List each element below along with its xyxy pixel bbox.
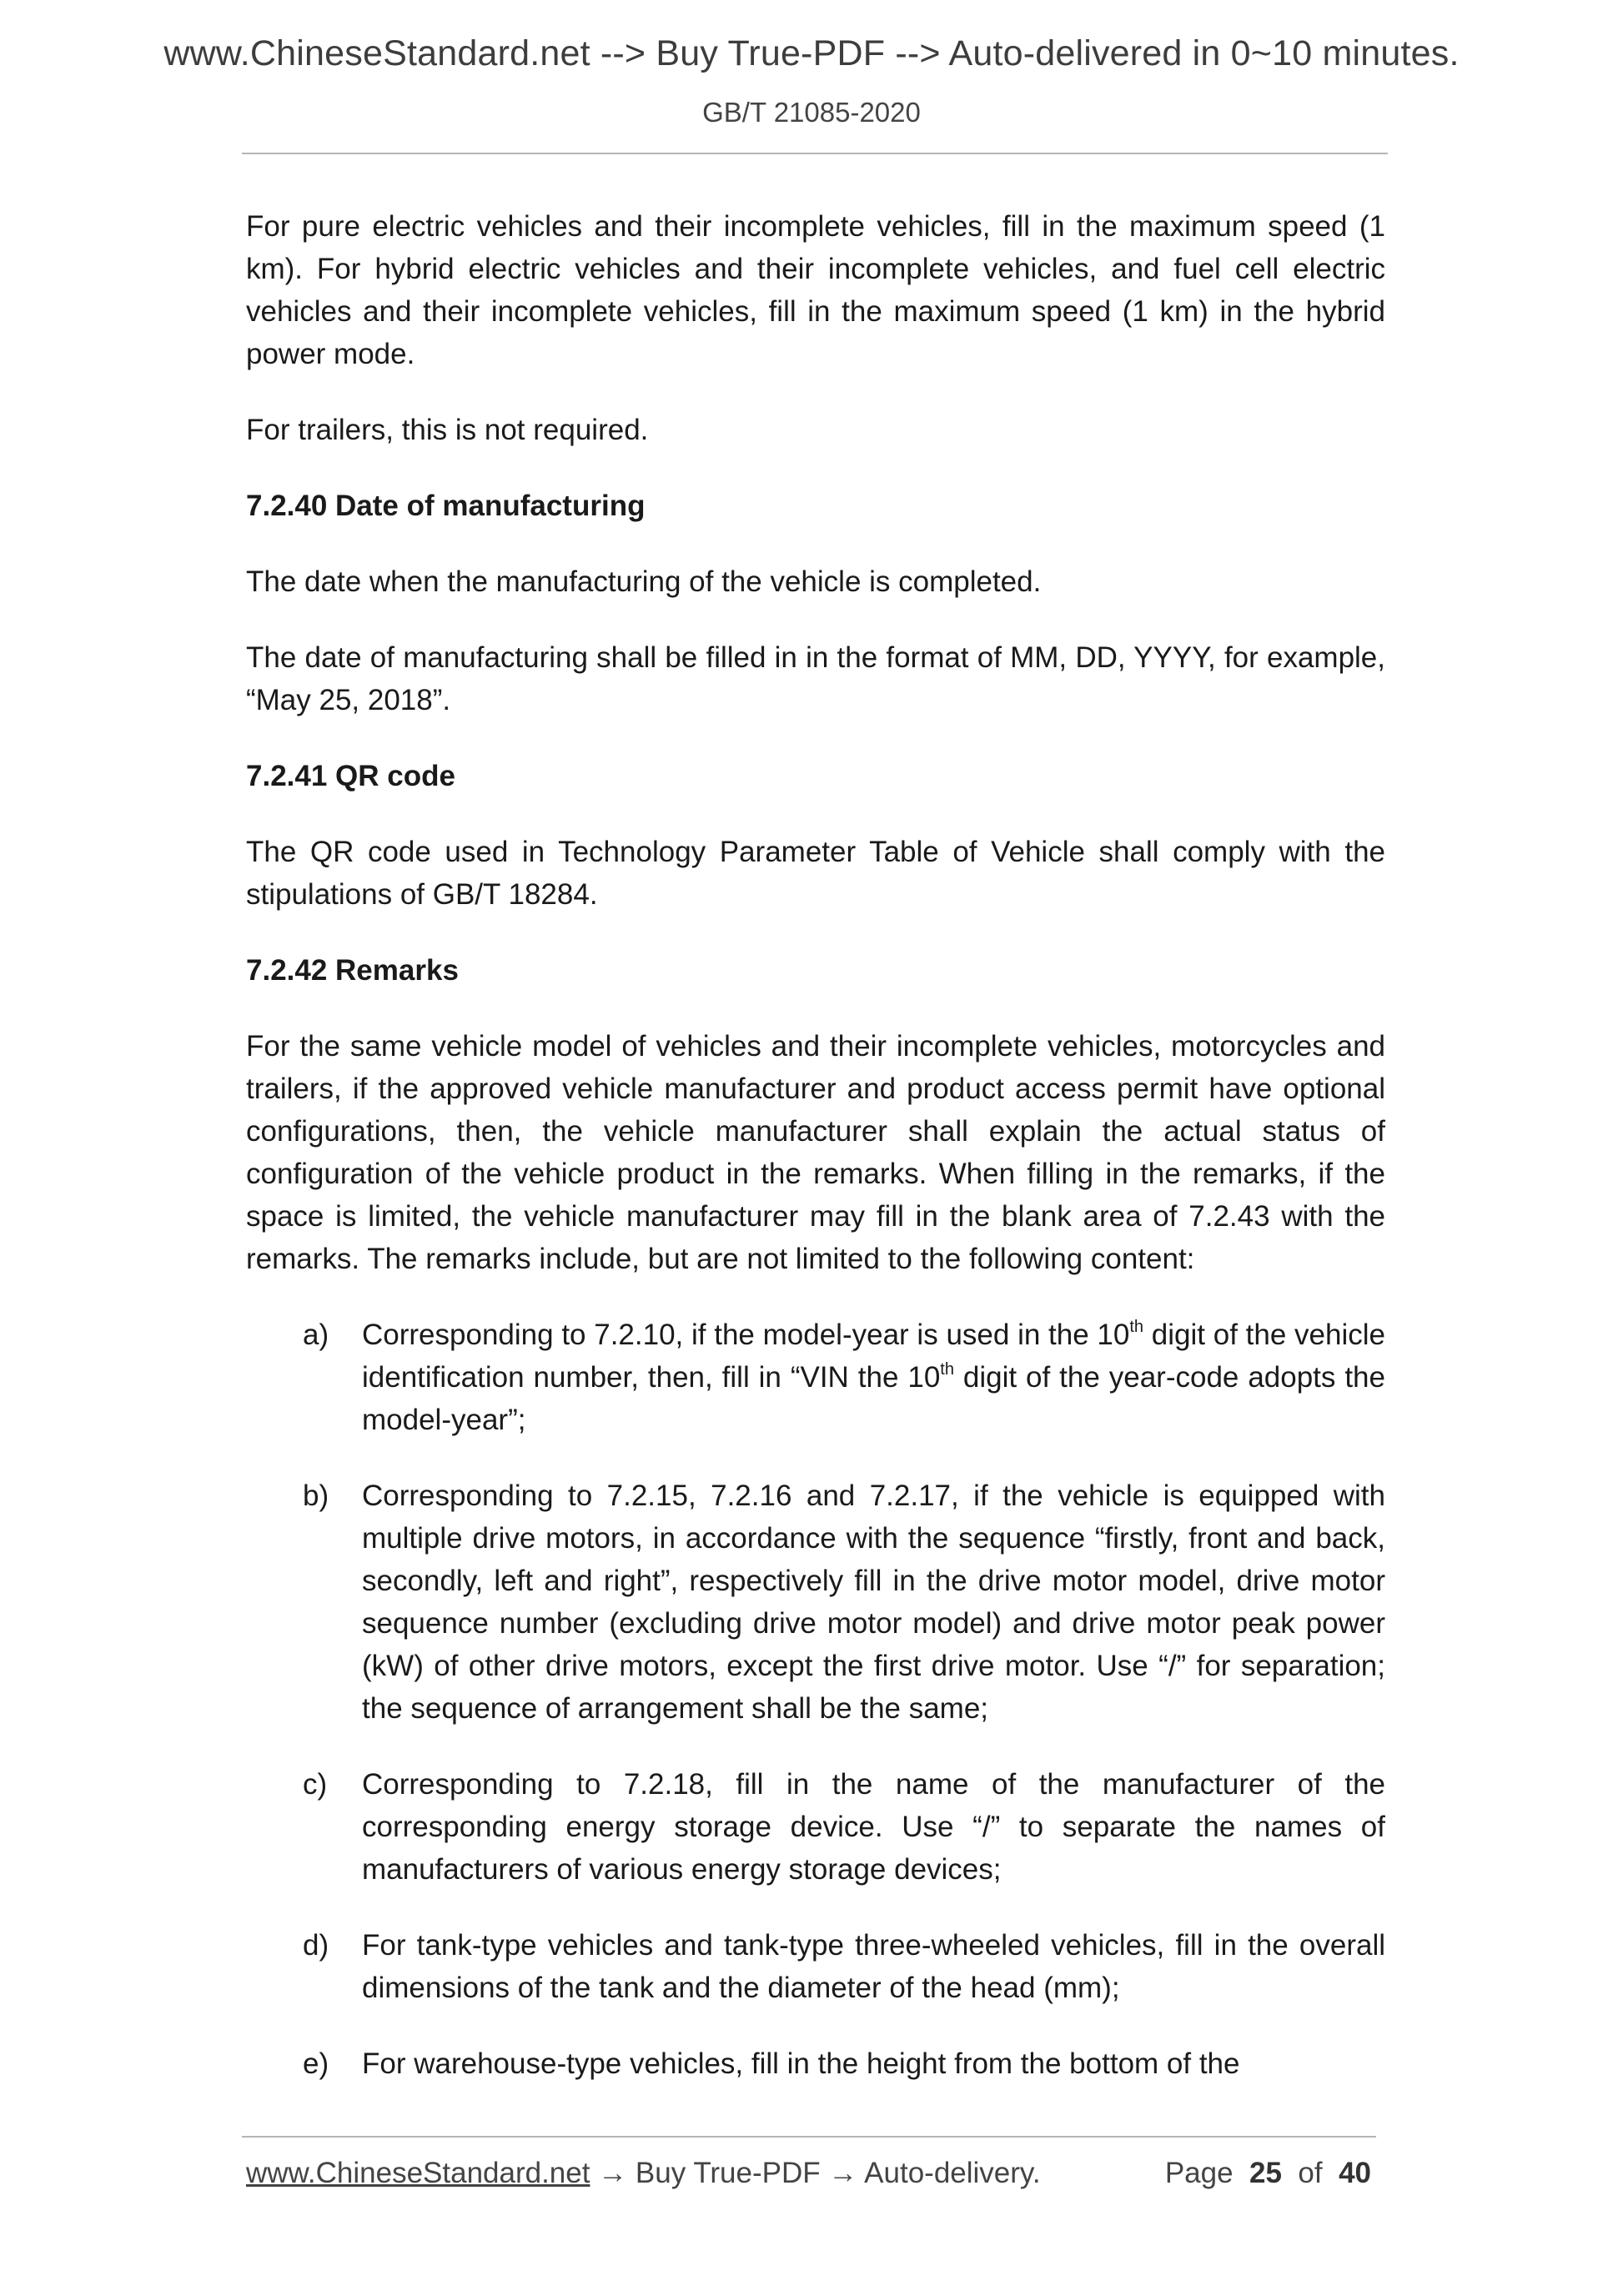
heading-date-of-manufacturing: 7.2.40 Date of manufacturing: [246, 490, 646, 522]
paragraph-date-format: The date of manufacturing shall be filled in in the format of MM, DD, YYYY, for example, “May 25, 2018”.: [246, 641, 1385, 716]
paragraph-qr-code: The QR code used in Technology Parameter Table of Vehicle shall comply with the stipulations of GB/T 18284.: [246, 836, 1385, 911]
paragraph-max-speed: For pure electric vehicles and their incomplete vehicles, fill in the maximum speed (1 km). For hybrid electric vehicles and their incomplete vehicles, and fuel cell electric vehicles and their incomplete vehicles, fill in the maximum speed (1 km) in the hybrid power mode.: [246, 210, 1385, 370]
list-item-c: [246, 1763, 1385, 1891]
paragraph-trailers: For trailers, this is not required.: [246, 414, 649, 446]
page-footer: [246, 2157, 1376, 2190]
list-item-text: For warehouse-type vehicles, fill in the height from the bottom of the: [362, 2047, 1240, 2080]
page-number: 25: [1249, 2157, 1282, 2189]
list-item-b: [246, 1475, 1385, 1730]
footer-divider: [242, 2136, 1376, 2138]
heading-remarks: 7.2.42 Remarks: [246, 954, 459, 987]
footer-site-link[interactable]: www.ChineseStandard.net: [246, 2157, 590, 2189]
site-banner: www.ChineseStandard.net --> Buy True-PDF --> Auto-delivered in 0~10 minutes.: [163, 33, 1460, 73]
list-marker: b): [303, 1480, 329, 1512]
list-item-text: Corresponding to 7.2.18, fill in the name of the manufacturer of the corresponding energy storage device. Use “/” to separate the names of manufacturers of various energy storage devices;: [362, 1768, 1385, 1886]
list-marker: d): [303, 1929, 329, 1962]
page-total: 40: [1339, 2157, 1371, 2189]
list-item-text: Corresponding to 7.2.15, 7.2.16 and 7.2.17, if the vehicle is equipped with multiple drive motors, in accordance with the sequence “firstly, front and back, secondly, left and right”, respectively fill in the drive motor model, drive motor sequence number (excluding drive motor model) and drive motor peak power (kW) of other drive motors, except the first drive motor. Use “/” for separation; the sequence of arrangement shall be the same;: [362, 1480, 1385, 1725]
paragraph-remarks: For the same vehicle model of vehicles and their incomplete vehicles, motorcycles and trailers, if the approved vehicle manufacturer and product access permit have optional configurations, then, the vehicle manufacturer shall explain the actual status of configuration of the vehicle product in the remarks. When filling in the remarks, if the space is limited, the vehicle manufacturer may fill in the blank area of 7.2.43 with the remarks. The remarks include, but are not limited to the following content:: [246, 1030, 1385, 1275]
list-item-text: Corresponding to 7.2.10, if the model-year is used in the 10th digit of the vehicle identification number, then, fill in “VIN the 10th digit of the year-code adopts the model-year”;: [362, 1318, 1385, 1436]
list-item-text: For tank-type vehicles and tank-type three-wheeled vehicles, fill in the overall dimensions of the tank and the diameter of the head (mm);: [362, 1929, 1385, 2004]
list-item-a: [246, 1314, 1385, 1441]
document-body: [246, 205, 1385, 2118]
heading-qr-code: 7.2.41 QR code: [246, 760, 455, 792]
list-marker: e): [303, 2047, 329, 2080]
paragraph-date-completed: The date when the manufacturing of the vehicle is completed.: [246, 565, 1042, 598]
list-marker: c): [303, 1768, 328, 1801]
page-indicator: Page 25 of 40: [1164, 2157, 1371, 2189]
list-item-d: [246, 1924, 1385, 2009]
header-divider: [242, 153, 1388, 154]
standard-code: GB/T 21085-2020: [702, 97, 921, 128]
footer-tagline: → Buy True-PDF → Auto-delivery.: [590, 2157, 1041, 2189]
list-marker: a): [303, 1319, 329, 1351]
list-item-e: [246, 2042, 1385, 2085]
